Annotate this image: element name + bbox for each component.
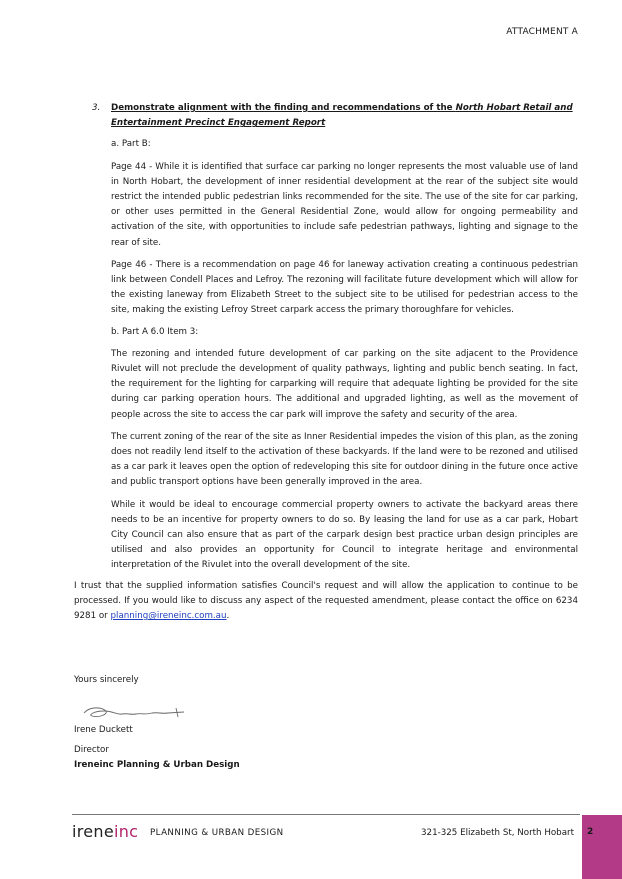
page-number: 2 bbox=[587, 827, 594, 837]
signatory-name: Irene Duckett bbox=[74, 725, 133, 735]
part-a-paragraph-1: The rezoning and intended future development of car parking on the site adjacent to the Providence Rivulet will not preclude the development of quality pathways, lighting and public bench seating. In fact, the requirement for the lighting for carparking will require that adequate lighting be provided for the site during car parking operation hours. The additional and upgraded lighting, as well as the movement of people across the site to access the car park will improve the safety and security of the area. bbox=[111, 348, 578, 420]
part-b-label: a. Part B: bbox=[111, 139, 151, 150]
letter-body bbox=[74, 101, 578, 624]
logo-tagline: PLANNING & URBAN DESIGN bbox=[150, 828, 284, 838]
heading-main: Demonstrate alignment with the finding and recommendations of the bbox=[111, 103, 456, 113]
closing-paragraph bbox=[74, 579, 578, 625]
attachment-label: ATTACHMENT A bbox=[506, 27, 578, 37]
logo-part-2: inc bbox=[114, 822, 139, 841]
part-a-paragraph-2: The current zoning of the rear of the site as Inner Residential impedes the vision of this plan, as the zoning does not readily lend itself to the activation of these backyards. If the land were to be rezoned and utilised as a car park it leaves open the option of redeveloping this site for outdoor dining in the future once active and public transport options have been generally improved in the area. bbox=[111, 431, 578, 488]
closing-end: . bbox=[226, 611, 230, 622]
part-b-block bbox=[74, 137, 578, 573]
handwritten-signature bbox=[80, 702, 202, 722]
email-link[interactable]: planning@ireneinc.com.au bbox=[110, 611, 227, 622]
section-number: 3. bbox=[92, 103, 101, 113]
section-heading bbox=[74, 101, 578, 131]
footer-address: 321-325 Elizabeth St, North Hobart bbox=[421, 828, 574, 838]
closing-text: I trust that the supplied information satisfies Council's request and will allow the application to continue to be processed. If you would like to discuss any aspect of the requested amendment, please contact the office on 6234 9281 or bbox=[74, 580, 578, 622]
signatory-company: Ireneinc Planning & Urban Design bbox=[74, 760, 240, 770]
logo-part-1: irene bbox=[72, 822, 114, 841]
part-b-paragraph-2: Page 46 - There is a recommendation on page 46 for laneway activation creating a continuous pedestrian link between Condell Places and Lefroy. The rezoning will facilitate future development which will allow for the existing laneway from Elizabeth Street to the subject site to be utilised for pedestrian access to the site, making the existing Lefroy Street carpark access the primary thoroughfare for vehicles. bbox=[111, 259, 578, 316]
report-title: North Hobart Retail and Entertainment Precinct Engagement Report bbox=[111, 103, 573, 129]
part-a-label: b. Part A 6.0 Item 3: bbox=[111, 326, 199, 337]
salutation: Yours sincerely bbox=[74, 675, 139, 685]
part-a-paragraph-3: While it would be ideal to encourage commercial property owners to activate the backyard areas there needs to be an incentive for property owners to do so. By leasing the land for use as a car park, Hobart City Council can also ensure that as part of the carpark design best practice urban design principles are utilised and also provides an opportunity for Council to integrate heritage and environmental interpretation of the Rivulet into the overall development of the site. bbox=[111, 499, 578, 571]
company-logo bbox=[72, 822, 138, 841]
page-number-box bbox=[582, 815, 622, 879]
footer bbox=[72, 824, 580, 842]
footer-divider bbox=[72, 814, 580, 815]
part-b-paragraph-1: Page 44 - While it is identified that surface car parking no longer represents the most valuable use of land in North Hobart, the development of inner residential development at the rear of the subject site would restrict the intended public pedestrian links recommended for the site. The use of the site for car parking, or other uses permitted in the General Residential Zone, would allow for ongoing permeability and activation of the site, with opportunities to include safe pedestrian pathways, lighting and signage to the rear of site. bbox=[111, 161, 578, 248]
signatory-title: Director bbox=[74, 745, 109, 755]
